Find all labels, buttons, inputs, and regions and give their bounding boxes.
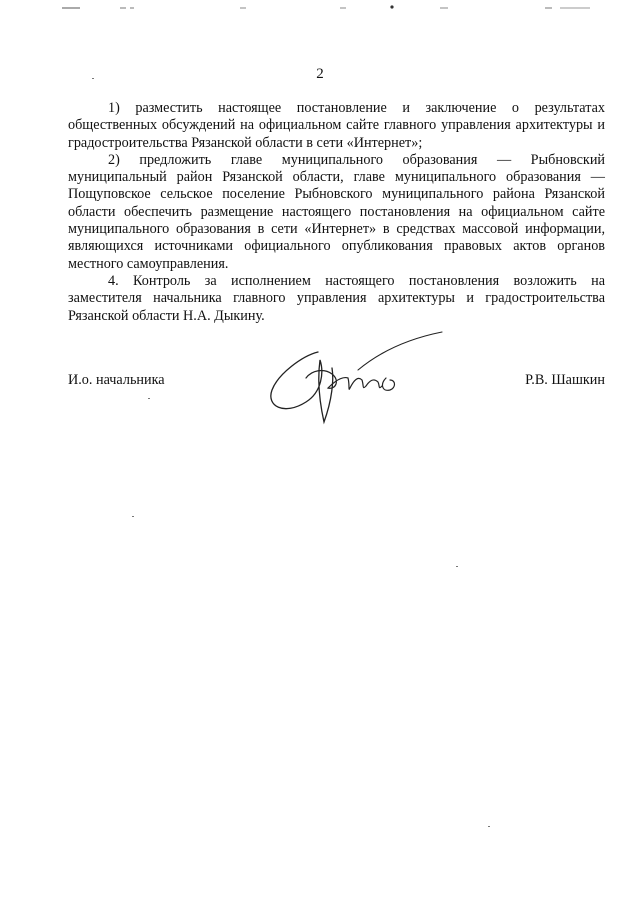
scan-speck	[132, 516, 134, 517]
page-number: 2	[316, 66, 324, 82]
scan-edge-marks	[0, 0, 640, 14]
scan-speck	[456, 566, 458, 567]
paragraph-control: 4. Контроль за исполнением настоящего постановления возложить на заместителя начальника главного управления архитектуры и градостроительства Рязанской области Н.А. Дыкину.	[68, 272, 605, 324]
handwritten-signature	[262, 330, 452, 430]
scan-speck	[488, 826, 490, 827]
scan-speck	[148, 398, 150, 399]
scan-speck	[92, 78, 94, 79]
signatory-name: Р.В. Шашкин	[525, 372, 605, 388]
signatory-position: И.о. начальника	[68, 372, 165, 388]
paragraph-municipal-publication: 2) предложить главе муниципального образования — Рыбновский муниципальный район Рязанской области, главе муниципального образования — Пощуповское сельское поселение Рыбновского муниципального района Рязанской области обеспечить размещение настоящего постановления на официальном сайте муниципального образования в сети «Интернет» в средствах массовой информации, являющихся источниками официального опубликования правовых актов органов местного самоуправления.	[68, 151, 605, 272]
body-text	[68, 100, 605, 325]
paragraph-publish-site: 1) разместить настоящее постановление и заключение о результатах общественных обсуждений на официальном сайте главного управления архитектуры и градостроительства Рязанской области в сети «Интернет»;	[68, 100, 605, 151]
